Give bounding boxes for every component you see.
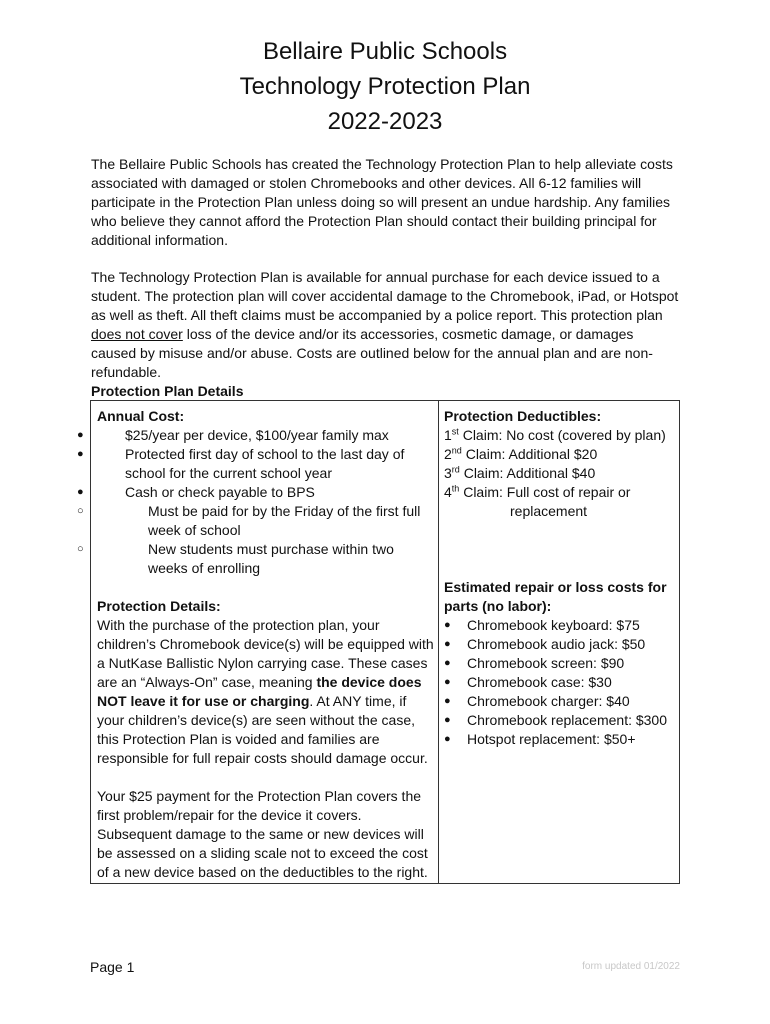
- payment-note: Your $25 payment for the Protection Plan covers the first problem/repair for the device it covers. Subsequent damage to the same or new devices will be assessed on a sliding scale not to exceed the cost of a new device based on the deductibles to the right.: [97, 788, 428, 880]
- details-table: [77, 400, 680, 884]
- left-column: [77, 407, 437, 882]
- list-item: ● Chromebook charger: $40: [444, 693, 630, 709]
- repair-costs-heading: Estimated repair or loss costs for parts (no labor):: [444, 579, 667, 614]
- list-item: ● Cash or check payable to BPS: [77, 484, 315, 500]
- circle-bullet-icon: ○: [77, 543, 84, 555]
- title-line-1: Bellaire Public Schools: [262, 38, 508, 65]
- claim-4-continued: replacement: [510, 503, 588, 519]
- bullet-icon: ●: [444, 733, 451, 745]
- plan-paragraph-part2: loss of the device and/or its accessories, cosmetic damage, or damages caused by misuse and/or abuse. Costs are outlined below for the annual plan and are non-refundable.: [91, 326, 653, 380]
- protection-details-heading: Protection Details:: [97, 598, 221, 614]
- bullet-icon: ●: [444, 695, 451, 707]
- protection-details-text: With the purchase of the protection plan, your children’s Chromebook device(s) will be equipped with a NutKase Ballistic Nylon carrying case. These cases are an “Always-On” case, meaning the device does NOT leave it for use or charging. At ANY time, if your children’s device(s) are seen without the case, this Protection Plan is voided and families are responsible for full repair costs should damage occur.: [97, 617, 434, 766]
- deductibles-heading: Protection Deductibles:: [444, 408, 602, 424]
- list-item: ● Chromebook keyboard: $75: [444, 617, 640, 633]
- bullet-icon: ●: [444, 638, 451, 650]
- bullet-icon: ●: [77, 448, 84, 460]
- list-item: ● Chromebook case: $30: [444, 674, 612, 690]
- column-divider: [438, 401, 439, 883]
- sub-list-item: ○ New students must purchase within two weeks of enrolling: [77, 541, 394, 576]
- annual-cost-list: [77, 426, 437, 578]
- annual-cost-heading: Annual Cost:: [97, 408, 185, 424]
- claim-3: 3rd Claim: Additional $40: [444, 464, 596, 481]
- bullet-icon: ●: [444, 714, 451, 726]
- does-not-cover-underlined: does not cover: [91, 326, 183, 342]
- list-item: ● Chromebook audio jack: $50: [444, 636, 646, 652]
- bullet-icon: ●: [77, 486, 84, 498]
- bullet-icon: ●: [444, 619, 451, 631]
- section-heading: Protection Plan Details: [91, 383, 244, 399]
- list-item: ● Hotspot replacement: $50+: [444, 731, 636, 747]
- list-item: ● Protected first day of school to the last day of school for the current school year: [77, 446, 405, 481]
- always-on-bold: the device does NOT leave it for use or charging: [97, 674, 422, 709]
- sub-list-item: ○ Must be paid for by the Friday of the first full week of school: [77, 503, 421, 538]
- list-item: ● Chromebook replacement: $300: [444, 712, 668, 728]
- list-item: ● Chromebook screen: $90: [444, 655, 625, 671]
- bullet-icon: ●: [444, 676, 451, 688]
- bullet-icon: ●: [444, 657, 451, 669]
- plan-paragraph-part1: The Technology Protection Plan is available for annual purchase for each device issued to a student. The protection plan will cover accidental damage to the Chromebook, iPad, or Hotspot as well as theft. All theft claims must be accompanied by a police report. This protection plan: [91, 269, 679, 323]
- bullet-icon: ●: [77, 429, 84, 441]
- circle-bullet-icon: ○: [77, 505, 84, 517]
- title-line-3: 2022-2023: [327, 108, 443, 135]
- claim-4: 4th Claim: Full cost of repair or: [444, 483, 631, 500]
- page-number: Page 1: [90, 959, 135, 975]
- plan-paragraph: [91, 268, 679, 382]
- repair-costs-list: [444, 616, 676, 749]
- document-title: [0, 34, 770, 139]
- title-line-2: Technology Protection Plan: [239, 73, 531, 100]
- right-column: [444, 407, 676, 749]
- form-updated-note: form updated 01/2022: [582, 961, 680, 972]
- claim-1: 1st Claim: No cost (covered by plan): [444, 426, 666, 443]
- claim-2: 2nd Claim: Additional $20: [444, 445, 598, 462]
- intro-paragraph: The Bellaire Public Schools has created the Technology Protection Plan to help alleviate costs associated with damaged or stolen Chromebooks and other devices. All 6-12 families will participate in the Protection Plan unless doing so will present an undue hardship. Any families who believe they cannot afford the Protection Plan should contact their building principal for additional information.: [91, 156, 673, 248]
- list-item: ● $25/year per device, $100/year family max: [77, 427, 389, 443]
